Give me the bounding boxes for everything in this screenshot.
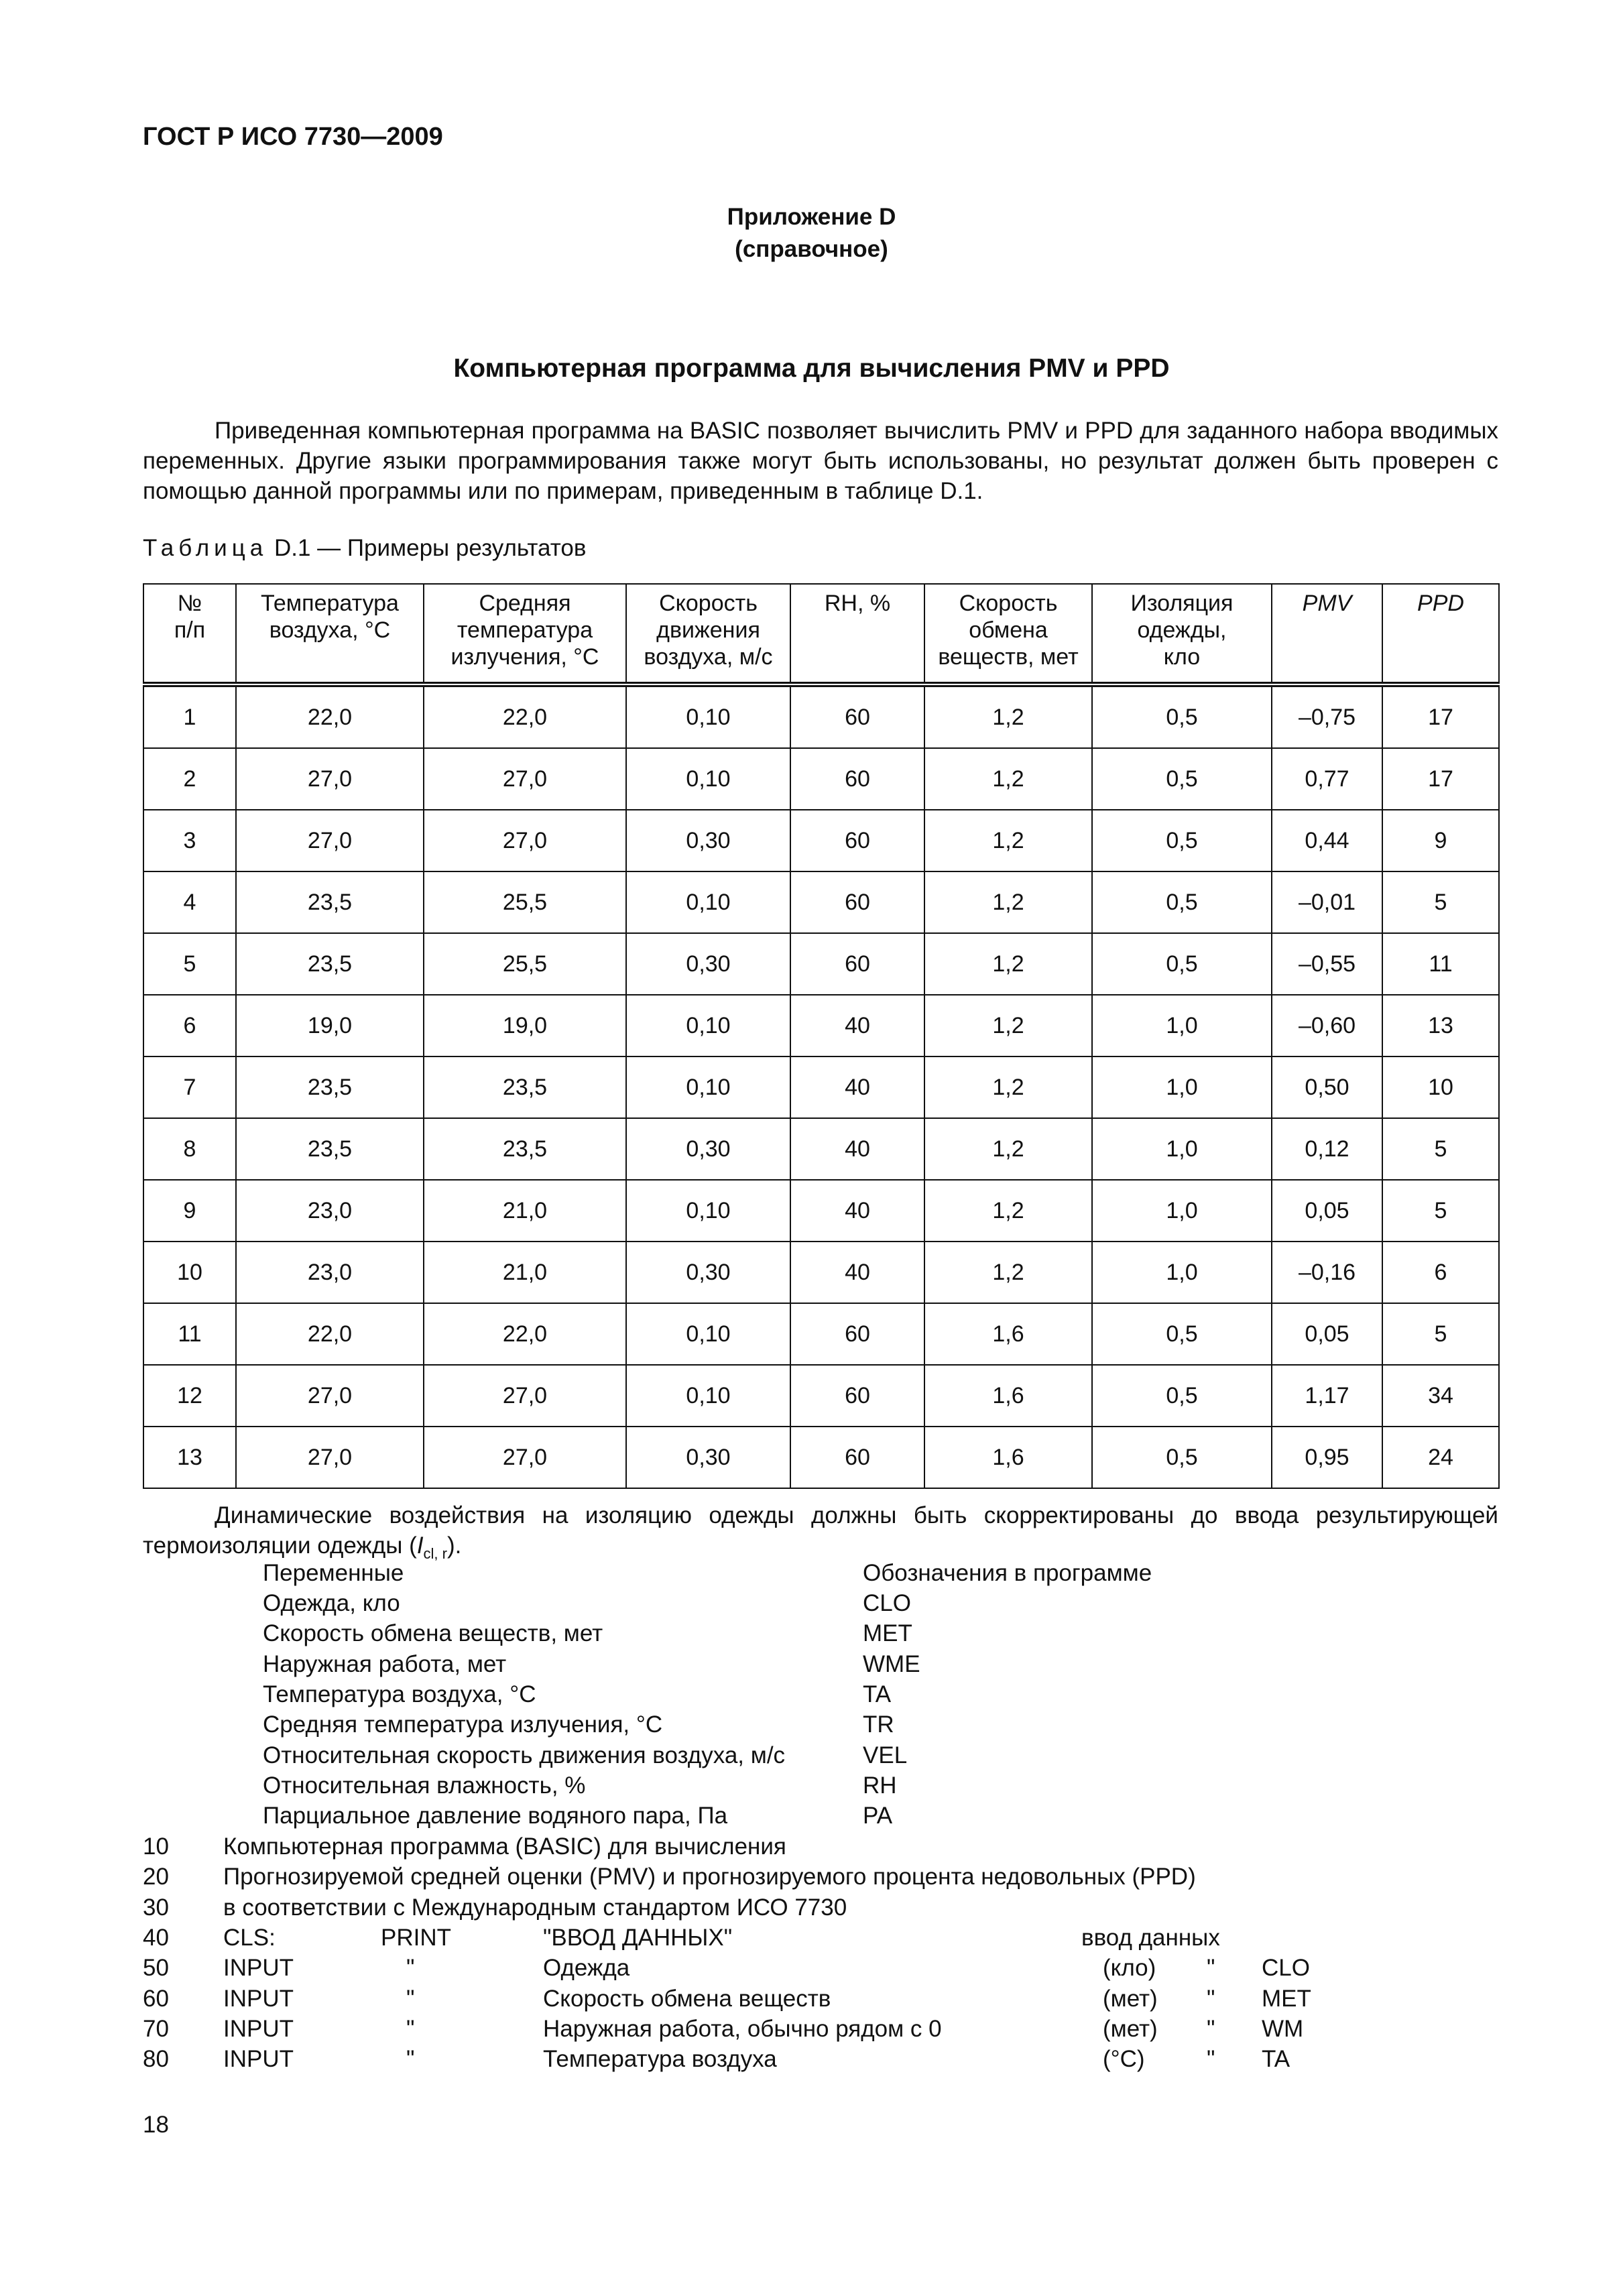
table-cell: 5: [1382, 1303, 1499, 1365]
header-col-pmv: PMV: [1272, 584, 1382, 684]
table-cell: 4: [143, 871, 236, 933]
program-token: CLS:: [223, 1924, 276, 1951]
table-row: [143, 1118, 1499, 1180]
table-cell: 27,0: [236, 810, 424, 871]
table-row: [143, 871, 1499, 933]
table-row: [143, 1056, 1499, 1118]
table-cell: 22,0: [236, 1303, 424, 1365]
header-col-air-velocity: Скорость движения воздуха, м/с: [626, 584, 790, 684]
table-cell: 0,44: [1272, 810, 1382, 871]
section-title: Компьютерная программа для вычисления PMV и PPD: [453, 354, 1170, 383]
table-cell: 60: [790, 933, 924, 995]
table-cell: 1,2: [924, 684, 1092, 748]
table-cell: 1,2: [924, 995, 1092, 1056]
table-cell: 27,0: [424, 810, 626, 871]
table-cell: –0,55: [1272, 933, 1382, 995]
program-token: INPUT: [223, 1955, 294, 1982]
table-cell: 34: [1382, 1365, 1499, 1427]
program-token: MET: [1262, 1985, 1311, 2012]
table-cell: 0,5: [1092, 1303, 1272, 1365]
program-token: ввод данных: [1081, 1924, 1220, 1951]
table-cell: 1,0: [1092, 995, 1272, 1056]
table-cell: 23,5: [236, 933, 424, 995]
variable-symbol: RH: [863, 1772, 897, 1799]
program-line-number: 70: [143, 2015, 169, 2042]
table-cell: 5: [143, 933, 236, 995]
table-cell: 2: [143, 748, 236, 810]
program-token: ": [1207, 1955, 1215, 1982]
table-cell: 0,5: [1092, 684, 1272, 748]
table-cell: 0,30: [626, 1118, 790, 1180]
document-header: ГОСТ Р ИСО 7730—2009: [143, 123, 443, 151]
table-cell: 1: [143, 684, 236, 748]
program-line-number: 30: [143, 1894, 169, 1921]
table-cell: 22,0: [424, 684, 626, 748]
table-row: [143, 748, 1499, 810]
table-row: [143, 933, 1499, 995]
table-cell: 0,30: [626, 1242, 790, 1303]
table-cell: 0,5: [1092, 933, 1272, 995]
program-line-number: 20: [143, 1864, 169, 1890]
table-cell: 0,30: [626, 933, 790, 995]
table-cell: 1,2: [924, 1180, 1092, 1242]
table-cell: 27,0: [236, 748, 424, 810]
program-token: (кло): [1103, 1955, 1156, 1982]
table-row: [143, 810, 1499, 871]
program-token: "ВВОД ДАННЫХ": [543, 1924, 733, 1951]
table-cell: 0,10: [626, 1365, 790, 1427]
program-token: INPUT: [223, 1985, 294, 2012]
table-row: [143, 684, 1499, 748]
table-cell: 1,2: [924, 748, 1092, 810]
variables-head-right: Обозначения в программе: [863, 1560, 1152, 1586]
table-cell: 60: [790, 684, 924, 748]
table-cell: 22,0: [424, 1303, 626, 1365]
table-cell: –0,75: [1272, 684, 1382, 748]
table-cell: 0,5: [1092, 871, 1272, 933]
variable-symbol: TR: [863, 1711, 894, 1738]
table-cell: 23,0: [236, 1242, 424, 1303]
table-cell: 1,2: [924, 1056, 1092, 1118]
table-cell: –0,16: [1272, 1242, 1382, 1303]
table-cell: 60: [790, 1427, 924, 1488]
program-line-number: 50: [143, 1955, 169, 1982]
table-cell: 0,95: [1272, 1427, 1382, 1488]
dynamic-note: [143, 1500, 1498, 1569]
program-token: CLO: [1262, 1955, 1310, 1982]
header-col-radiant-temp: Средняя температура излучения, °С: [424, 584, 626, 684]
variable-name: Одежда, кло: [263, 1590, 400, 1616]
table-cell: 6: [143, 995, 236, 1056]
table-cell: –0,01: [1272, 871, 1382, 933]
symbol-subscript: cl, r: [423, 1545, 447, 1562]
table-cell: 27,0: [424, 748, 626, 810]
table-cell: 0,10: [626, 1303, 790, 1365]
header-col-clothing: Изоляция одежды, кло: [1092, 584, 1272, 684]
intro-text: Приведенная компьютерная программа на BASIC позволяет вычислить PMV и PPD для заданного набора вводимых переменных. Другие языки программирования также могут быть использованы, но результат должен быть проверен с помощью данной программы или по примерам, приведенным в таблице D.1.: [143, 418, 1498, 504]
table-cell: 1,2: [924, 810, 1092, 871]
program-token: ": [406, 1955, 415, 1982]
table-row: [143, 1180, 1499, 1242]
table-caption-rest: D.1 — Примеры результатов: [267, 535, 587, 561]
table-cell: 22,0: [236, 684, 424, 748]
table-cell: 17: [1382, 684, 1499, 748]
program-comment: Прогнозируемой средней оценки (PMV) и прогнозируемого процента недовольных (PPD): [223, 1864, 1196, 1890]
results-table: [143, 583, 1500, 1489]
program-token: ": [1207, 2015, 1215, 2042]
program-token: ": [406, 2015, 415, 2042]
table-cell: 1,0: [1092, 1180, 1272, 1242]
program-token: INPUT: [223, 2015, 294, 2042]
table-cell: 60: [790, 748, 924, 810]
program-token: ": [1207, 1985, 1215, 2012]
table-cell: 40: [790, 1180, 924, 1242]
dynamic-note-end: ).: [447, 1532, 462, 1559]
table-cell: 11: [1382, 933, 1499, 995]
variable-symbol: PA: [863, 1803, 893, 1829]
program-token: (мет): [1103, 1985, 1158, 2012]
table-cell: 1,2: [924, 933, 1092, 995]
table-cell: 3: [143, 810, 236, 871]
table-row: [143, 995, 1499, 1056]
table-cell: 1,2: [924, 871, 1092, 933]
table-cell: 23,5: [424, 1118, 626, 1180]
header-col-air-temp: Температура воздуха, °С: [236, 584, 424, 684]
program-line-number: 60: [143, 1985, 169, 2012]
table-cell: 25,5: [424, 871, 626, 933]
program-token: WM: [1262, 2015, 1304, 2042]
program-comment: Компьютерная программа (BASIC) для вычисления: [223, 1833, 786, 1860]
table-cell: 5: [1382, 871, 1499, 933]
table-cell: 11: [143, 1303, 236, 1365]
table-cell: 1,6: [924, 1303, 1092, 1365]
table-cell: 0,5: [1092, 748, 1272, 810]
table-cell: 0,10: [626, 1180, 790, 1242]
table-cell: 21,0: [424, 1180, 626, 1242]
variable-symbol: CLO: [863, 1590, 911, 1616]
table-cell: 12: [143, 1365, 236, 1427]
variable-symbol: VEL: [863, 1742, 908, 1768]
table-cell: 5: [1382, 1180, 1499, 1242]
table-cell: 1,17: [1272, 1365, 1382, 1427]
table-cell: 10: [1382, 1056, 1499, 1118]
table-cell: 0,50: [1272, 1056, 1382, 1118]
annex-subtitle: (справочное): [735, 236, 888, 262]
variable-name: Относительная скорость движения воздуха, м/с: [263, 1742, 786, 1768]
table-cell: 60: [790, 810, 924, 871]
table-cell: 7: [143, 1056, 236, 1118]
table-cell: 25,5: [424, 933, 626, 995]
program-token: Скорость обмена веществ: [543, 1985, 831, 2012]
dynamic-note-text: Динамические воздействия на изоляцию одежды должны быть скорректированы до ввода результирующей термоизоляции одежды (: [143, 1502, 1498, 1559]
table-cell: 9: [143, 1180, 236, 1242]
table-cell: 13: [143, 1427, 236, 1488]
header-col-ppd: PPD: [1382, 584, 1499, 684]
table-cell: 9: [1382, 810, 1499, 871]
table-cell: 60: [790, 1303, 924, 1365]
program-token: Одежда: [543, 1955, 630, 1982]
program-token: PRINT: [381, 1924, 451, 1951]
table-cell: 0,12: [1272, 1118, 1382, 1180]
table-cell: 1,2: [924, 1242, 1092, 1303]
table-cell: 0,05: [1272, 1303, 1382, 1365]
table-cell: 8: [143, 1118, 236, 1180]
table-cell: 0,10: [626, 995, 790, 1056]
table-cell: –0,60: [1272, 995, 1382, 1056]
table-cell: 40: [790, 1118, 924, 1180]
variable-name: Относительная влажность, %: [263, 1772, 586, 1799]
table-cell: 27,0: [424, 1427, 626, 1488]
table-cell: 21,0: [424, 1242, 626, 1303]
table-cell: 1,2: [924, 1118, 1092, 1180]
table-cell: 17: [1382, 748, 1499, 810]
variable-name: Скорость обмена веществ, мет: [263, 1620, 603, 1647]
table-cell: 1,6: [924, 1365, 1092, 1427]
table-cell: 24: [1382, 1427, 1499, 1488]
program-line-number: 10: [143, 1833, 169, 1860]
table-cell: 0,10: [626, 1056, 790, 1118]
table-cell: 0,5: [1092, 810, 1272, 871]
table-row: [143, 1427, 1499, 1488]
header-col-number: № п/п: [143, 584, 236, 684]
program-line-number: 80: [143, 2046, 169, 2073]
table-cell: 19,0: [424, 995, 626, 1056]
table-row: [143, 1303, 1499, 1365]
table-cell: 19,0: [236, 995, 424, 1056]
program-token: ": [1207, 2046, 1215, 2073]
table-caption: [143, 535, 586, 562]
table-cell: 1,0: [1092, 1118, 1272, 1180]
program-token: TA: [1262, 2046, 1290, 2073]
table-header-row: [143, 584, 1499, 684]
table-cell: 0,10: [626, 684, 790, 748]
variable-symbol: WME: [863, 1650, 920, 1677]
program-token: INPUT: [223, 2046, 294, 2073]
program-token: 40: [143, 1924, 169, 1951]
page-number: 18: [143, 2112, 169, 2138]
variable-symbol: MET: [863, 1620, 912, 1647]
table-row: [143, 1365, 1499, 1427]
table-cell: 60: [790, 1365, 924, 1427]
intro-paragraph: [143, 416, 1498, 506]
program-token: ": [406, 1985, 415, 2012]
program-token: (°С): [1103, 2046, 1145, 2073]
variables-head-left: Переменные: [263, 1560, 404, 1586]
table-caption-word: Таблица: [143, 535, 268, 561]
variable-symbol: TA: [863, 1681, 892, 1707]
table-cell: 40: [790, 995, 924, 1056]
table-cell: 0,5: [1092, 1365, 1272, 1427]
program-token: Наружная работа, обычно рядом с 0: [543, 2015, 942, 2042]
variable-name: Наружная работа, мет: [263, 1650, 507, 1677]
variable-name: Средняя температура излучения, °С: [263, 1711, 663, 1738]
header-col-metabolic-rate: Скорость обмена веществ, мет: [924, 584, 1092, 684]
table-row: [143, 1242, 1499, 1303]
table-cell: 0,10: [626, 748, 790, 810]
variable-name: Температура воздуха, °С: [263, 1681, 536, 1707]
variable-name: Парциальное давление водяного пара, Па: [263, 1803, 728, 1829]
table-cell: 27,0: [236, 1365, 424, 1427]
header-col-rh: RH, %: [790, 584, 924, 684]
table-cell: 6: [1382, 1242, 1499, 1303]
table-cell: 10: [143, 1242, 236, 1303]
table-cell: 40: [790, 1242, 924, 1303]
table-cell: 23,5: [236, 1118, 424, 1180]
table-cell: 23,0: [236, 1180, 424, 1242]
table-cell: 1,0: [1092, 1242, 1272, 1303]
table-cell: 1,0: [1092, 1056, 1272, 1118]
table-cell: 5: [1382, 1118, 1499, 1180]
table-cell: 23,5: [424, 1056, 626, 1118]
table-cell: 0,30: [626, 810, 790, 871]
table-cell: 27,0: [236, 1427, 424, 1488]
symbol-i: I: [416, 1532, 424, 1559]
table-cell: 23,5: [236, 871, 424, 933]
program-token: ": [406, 2046, 415, 2073]
table-cell: 13: [1382, 995, 1499, 1056]
program-token: Температура воздуха: [543, 2046, 777, 2073]
table-cell: 0,05: [1272, 1180, 1382, 1242]
program-token: (мет): [1103, 2015, 1158, 2042]
program-comment: в соответствии с Международным стандартом ИСО 7730: [223, 1894, 847, 1921]
table-cell: 0,77: [1272, 748, 1382, 810]
table-cell: 0,10: [626, 871, 790, 933]
table-cell: 0,30: [626, 1427, 790, 1488]
table-cell: 40: [790, 1056, 924, 1118]
table-cell: 1,6: [924, 1427, 1092, 1488]
table-cell: 60: [790, 871, 924, 933]
table-cell: 27,0: [424, 1365, 626, 1427]
table-cell: 23,5: [236, 1056, 424, 1118]
table-cell: 0,5: [1092, 1427, 1272, 1488]
annex-title: Приложение D: [727, 204, 896, 230]
